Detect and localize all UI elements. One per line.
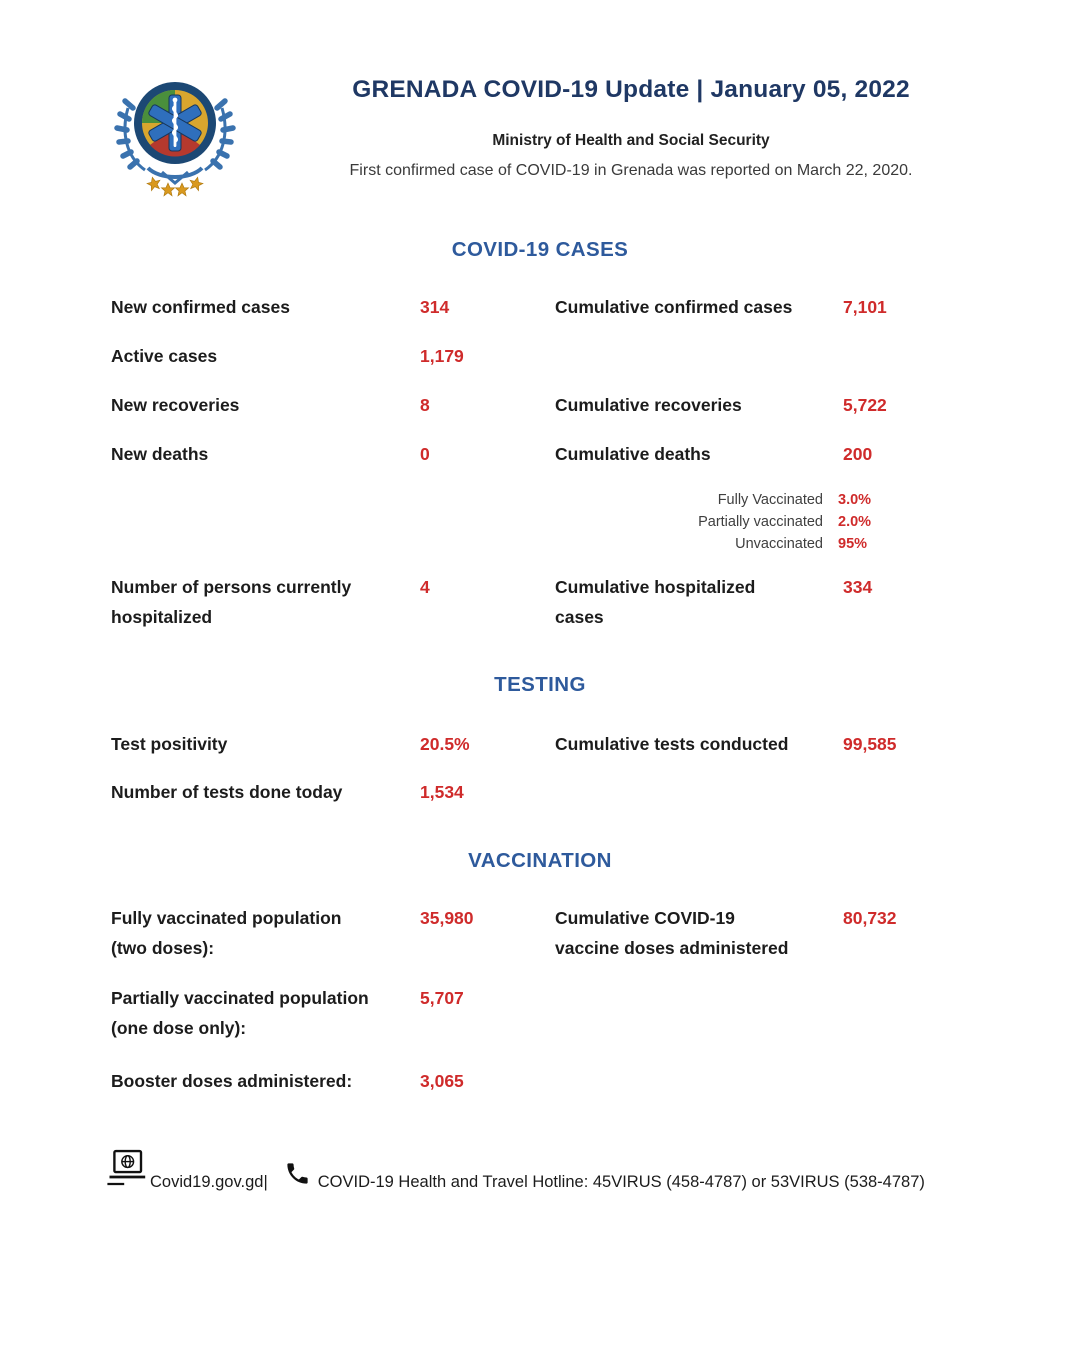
- stat-value: 0: [420, 444, 430, 464]
- phone-icon: [284, 1160, 311, 1192]
- pct-value: 95%: [838, 536, 868, 552]
- stat-label: Number of persons currently hospitalized: [111, 577, 352, 627]
- stat-row-hospitalized: [111, 572, 1020, 632]
- stat-label: New confirmed cases: [111, 297, 290, 317]
- website-link: Covid19.gov.gd|: [150, 1173, 268, 1191]
- stat-row-fully-vaccinated: [111, 903, 1020, 963]
- stat-label: Number of tests done today: [111, 782, 343, 802]
- stat-label: Cumulative COVID-19 vaccine doses administered: [555, 908, 789, 958]
- pct-row-partially: [540, 511, 884, 533]
- stat-label: Cumulative deaths: [555, 444, 711, 464]
- stat-value: 4: [420, 577, 430, 597]
- stat-row-recoveries: [111, 390, 1020, 420]
- pct-label: Partially vaccinated: [698, 514, 823, 530]
- stat-value: 35,980: [420, 908, 474, 928]
- stat-label: Cumulative recoveries: [555, 395, 742, 415]
- stat-label: Booster doses administered:: [111, 1071, 353, 1091]
- stat-label: New recoveries: [111, 395, 240, 415]
- stat-value: 334: [843, 577, 873, 597]
- first-case-note: First confirmed case of COVID-19 in Grenada was reported on March 22, 2020.: [349, 162, 913, 179]
- stat-label: Active cases: [111, 346, 218, 366]
- stat-value: 314: [420, 297, 450, 317]
- stat-value: 200: [843, 444, 873, 464]
- ministry-name: Ministry of Health and Social Security: [492, 132, 770, 149]
- stat-row-positivity: [111, 729, 1020, 759]
- pct-row-unvaccinated: [540, 533, 884, 555]
- section-title-vaccination: VACCINATION: [468, 849, 612, 872]
- pct-row-fully: [540, 489, 884, 511]
- stat-value: 8: [420, 395, 430, 415]
- stat-value: 5,707: [420, 988, 464, 1008]
- stat-value: 7,101: [843, 297, 887, 317]
- stat-value: 99,585: [843, 734, 897, 754]
- ministry-of-health-emblem-icon: [112, 62, 238, 204]
- footer: [106, 1148, 925, 1197]
- stat-value: 80,732: [843, 908, 897, 928]
- stat-value: 5,722: [843, 395, 887, 415]
- hotline-text: COVID-19 Health and Travel Hotline: 45VIRUS (458-4787) or 53VIRUS (538-4787): [317, 1173, 925, 1191]
- stat-label: Cumulative confirmed cases: [555, 297, 793, 317]
- pct-value: 3.0%: [838, 492, 872, 508]
- stat-label: New deaths: [111, 444, 209, 464]
- stat-label: Fully vaccinated population (two doses):: [111, 908, 342, 958]
- stat-value: 20.5%: [420, 734, 470, 754]
- stat-value: 1,179: [420, 346, 464, 366]
- stat-row-tests-today: [111, 777, 1020, 807]
- page-title: GRENADA COVID-19 Update | January 05, 2022: [352, 76, 910, 103]
- pct-label: Fully Vaccinated: [717, 492, 823, 508]
- section-title-testing: TESTING: [494, 673, 586, 696]
- stat-row-active-cases: [111, 341, 1020, 371]
- stat-row-booster-doses: [111, 1066, 1020, 1096]
- header: [236, 74, 1026, 181]
- stat-row-deaths: [111, 439, 1020, 469]
- stat-label: Cumulative tests conducted: [555, 734, 789, 754]
- laptop-globe-icon: [106, 1148, 148, 1197]
- pct-value: 2.0%: [838, 514, 872, 530]
- stat-value: 3,065: [420, 1071, 464, 1091]
- section-title-cases: COVID-19 CASES: [451, 238, 629, 261]
- vaccination-status-block: [540, 489, 884, 555]
- stat-label: Test positivity: [111, 734, 228, 754]
- stat-row-new-confirmed: [111, 292, 1020, 322]
- pct-label: Unvaccinated: [735, 536, 823, 552]
- stat-label: Cumulative hospitalized cases: [555, 577, 756, 627]
- stat-label: Partially vaccinated population (one dose only):: [111, 988, 369, 1038]
- stat-value: 1,534: [420, 782, 464, 802]
- stat-row-partially-vaccinated: [111, 983, 1020, 1043]
